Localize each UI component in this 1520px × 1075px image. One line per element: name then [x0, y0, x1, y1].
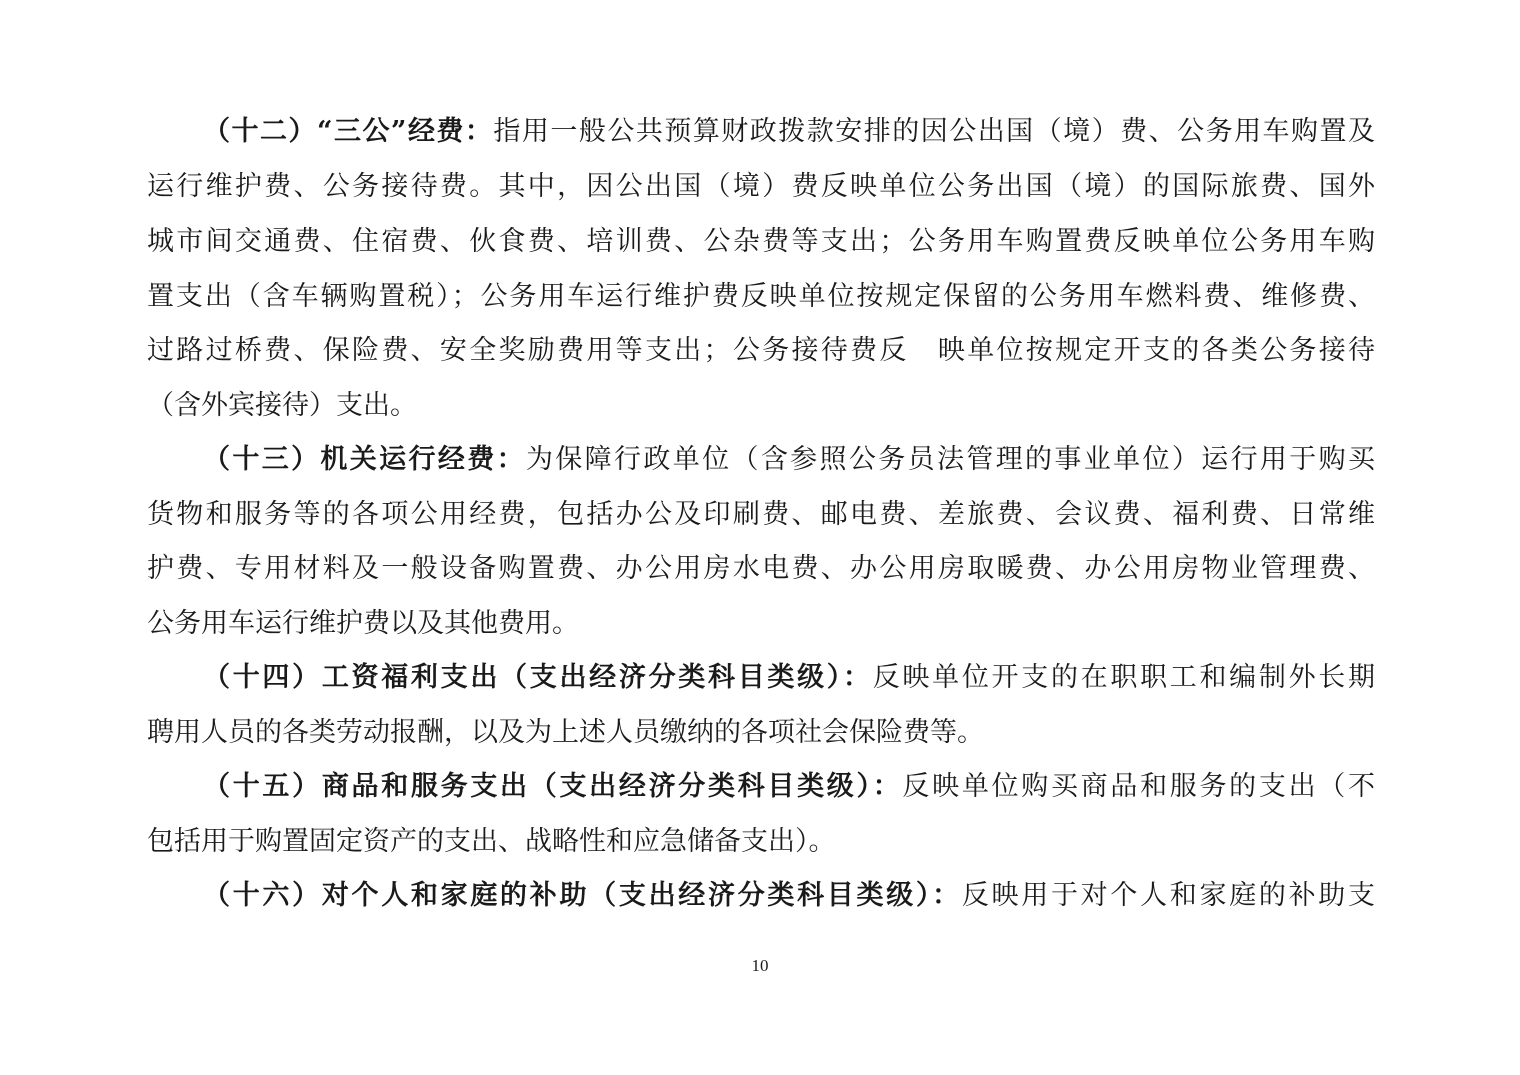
- paragraph-12-line-2: 运行维护费、公务接待费。其中，因公出国（境）费反映单位公务出国（境）的国际旅费、国外: [147, 171, 1375, 202]
- paragraph-13-line-4: 公务用车运行维护费以及其他费用。: [147, 608, 579, 639]
- paragraph-13-line-2: 货物和服务等的各项公用经费，包括办公及印刷费、邮电费、差旅费、会议费、福利费、日常维: [147, 499, 1375, 530]
- page-number: 10: [751, 956, 769, 975]
- paragraph-14-text: 反映单位开支的在职职工和编制外长期: [872, 662, 1375, 693]
- paragraph-14-line-1: [203, 658, 1375, 698]
- paragraph-15-line-2: 包括用于购置固定资产的支出、战略性和应急储备支出）。: [147, 826, 836, 857]
- paragraph-15-line-1: [203, 767, 1375, 807]
- paragraph-16-heading: （十六）对个人和家庭的补助（支出经济分类科目类级）：: [203, 880, 962, 911]
- paragraph-16-line-1: [203, 876, 1375, 916]
- paragraph-13-text: 为保障行政单位（含参照公务员法管理的事业单位）运行用于购买: [525, 444, 1375, 475]
- paragraph-13-line-3: 护费、专用材料及一般设备购置费、办公用房水电费、办公用房取暖费、办公用房物业管理费、: [147, 553, 1375, 584]
- paragraph-12-line-4: 置支出（含车辆购置税）；公务用车运行维护费反映单位按规定保留的公务用车燃料费、维修费、: [147, 281, 1375, 312]
- paragraph-13-heading: （十三）机关运行经费：: [203, 444, 526, 475]
- paragraph-12-line-5: 过路过桥费、保险费、安全奖励费用等支出；公务接待费反 映单位按规定开支的各类公务接待: [147, 335, 1375, 366]
- paragraph-14-line-2: 聘用人员的各类劳动报酬，以及为上述人员缴纳的各项社会保险费等。: [147, 717, 984, 748]
- paragraph-13-line-1: [203, 440, 1375, 480]
- paragraph-15-heading: （十五）商品和服务支出（支出经济分类科目类级）：: [203, 771, 903, 802]
- paragraph-12-line-1: [203, 112, 1375, 152]
- paragraph-12-heading: （十二）“三公”经费：: [203, 116, 494, 147]
- paragraph-16-text: 反映用于对个人和家庭的补助支: [961, 880, 1375, 911]
- paragraph-14-heading: （十四）工资福利支出（支出经济分类科目类级）：: [203, 662, 873, 693]
- paragraph-12-line-6: （含外宾接待）支出。: [147, 390, 417, 421]
- paragraph-15-text: 反映单位购买商品和服务的支出（不: [902, 771, 1375, 802]
- paragraph-12-text: 指用一般公共预算财政拨款安排的因公出国（境）费、公务用车购置及: [493, 116, 1375, 147]
- paragraph-12-line-3: 城市间交通费、住宿费、伙食费、培训费、公杂费等支出；公务用车购置费反映单位公务用车购: [147, 226, 1375, 257]
